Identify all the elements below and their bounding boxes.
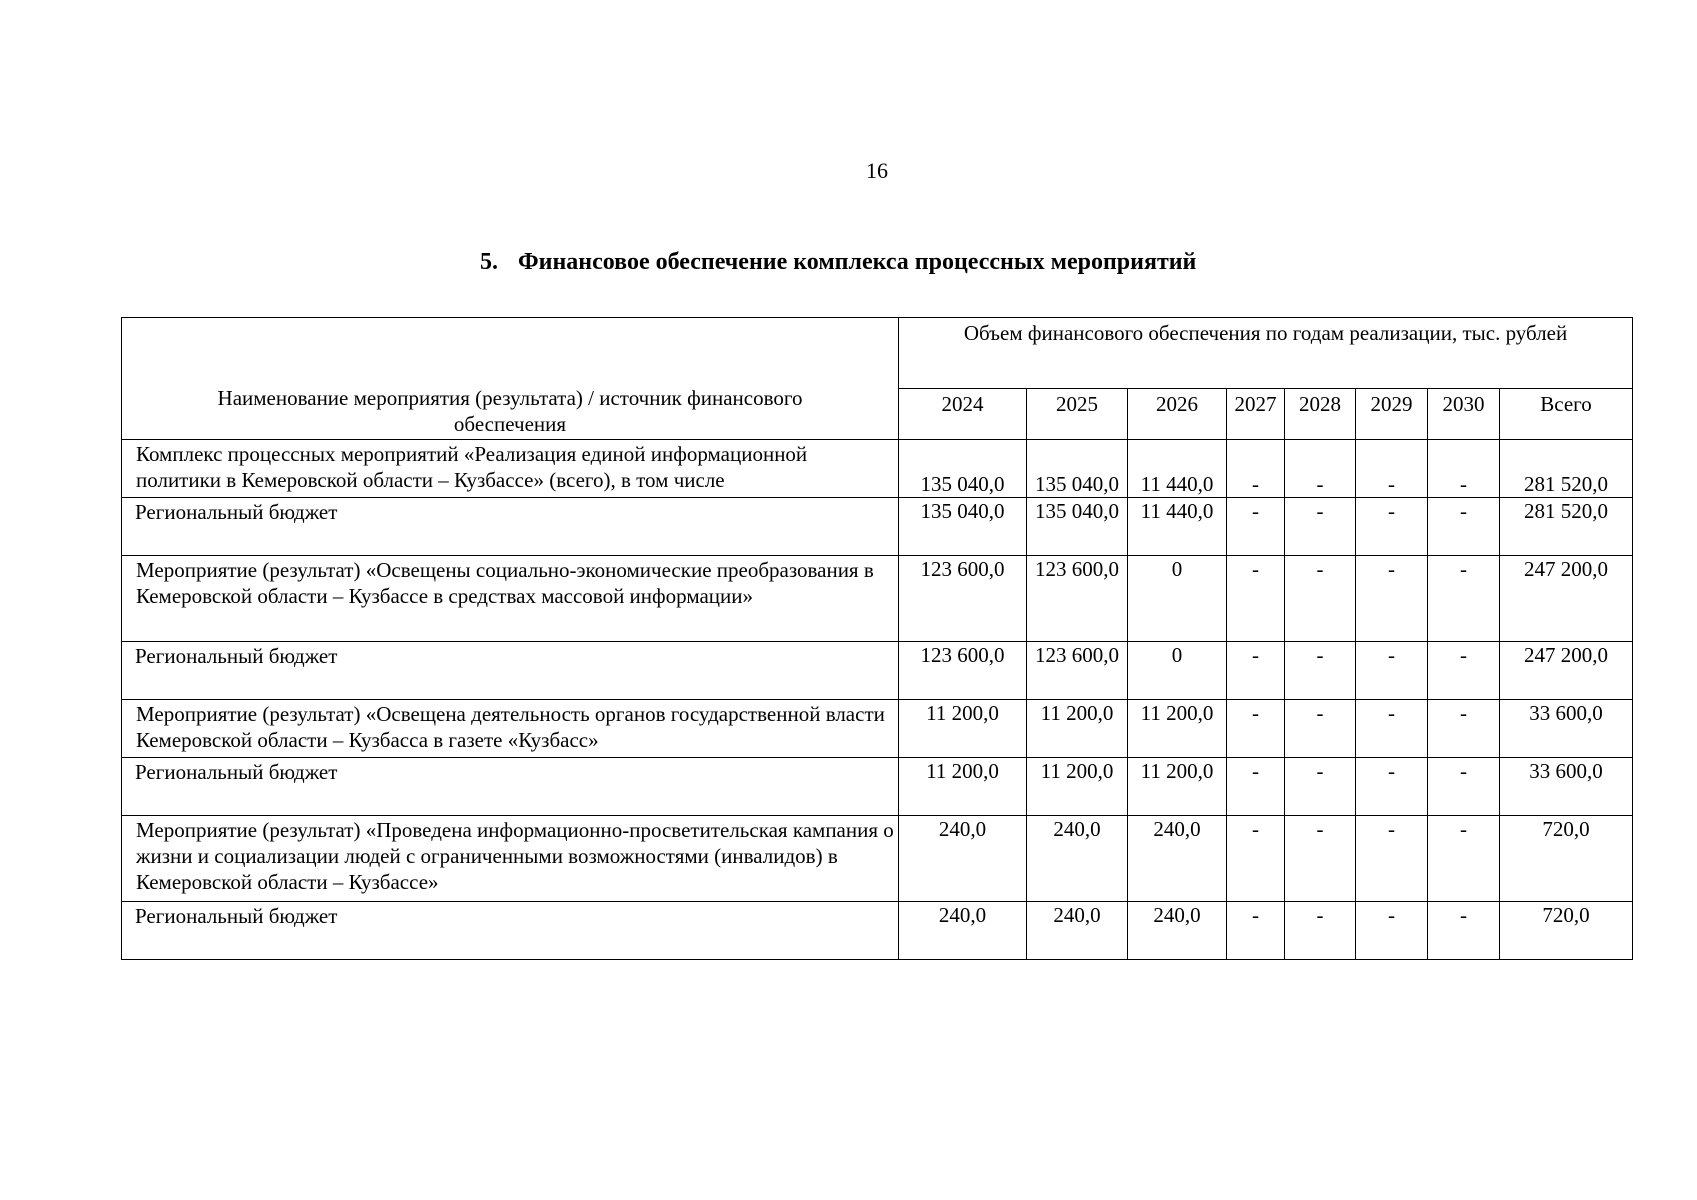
row-name: Региональный бюджет	[122, 758, 899, 816]
total-cell: 247 200,0	[1500, 556, 1633, 642]
value-cell: -	[1356, 498, 1428, 556]
year-header-2027: 2027	[1227, 389, 1285, 440]
value-cell: -	[1356, 440, 1428, 498]
total-cell: 33 600,0	[1500, 700, 1633, 758]
value-cell: -	[1428, 556, 1500, 642]
row-name: Региональный бюджет	[122, 498, 899, 556]
header-row-top	[122, 318, 1633, 389]
table-row	[122, 498, 1633, 556]
row-name: Региональный бюджет	[122, 902, 899, 960]
value-cell: 11 440,0	[1128, 498, 1227, 556]
section-title-text: Финансовое обеспечение комплекса процессных мероприятий	[518, 249, 1197, 275]
table-row	[122, 440, 1633, 498]
section-number: 5.	[480, 249, 498, 275]
value-cell: 135 040,0	[1027, 498, 1128, 556]
value-cell: 240,0	[899, 902, 1027, 960]
total-cell: 33 600,0	[1500, 758, 1633, 816]
row-name: Мероприятие (результат) «Освещена деятельность органов государственной власти Кемеровской области – Кузбасса в газете «Кузбасс»	[122, 700, 899, 758]
row-name: Комплекс процессных мероприятий «Реализация единой информационной политики в Кемеровской области – Кузбассе» (всего), в том числе	[122, 440, 899, 498]
value-cell: -	[1428, 498, 1500, 556]
value-cell: 123 600,0	[1027, 642, 1128, 700]
value-cell: -	[1428, 440, 1500, 498]
value-cell: -	[1285, 758, 1356, 816]
name-column-header: Наименование мероприятия (результата) / источник финансового обеспечения	[122, 318, 899, 440]
value-cell: 135 040,0	[1027, 440, 1128, 498]
table-row	[122, 642, 1633, 700]
value-cell: 135 040,0	[899, 498, 1027, 556]
value-cell: 11 200,0	[1027, 700, 1128, 758]
value-cell: 11 200,0	[1027, 758, 1128, 816]
value-cell: 135 040,0	[899, 440, 1027, 498]
value-cell: -	[1227, 700, 1285, 758]
value-cell: -	[1356, 642, 1428, 700]
table-row	[122, 758, 1633, 816]
financing-table	[121, 317, 1633, 960]
value-cell: -	[1285, 556, 1356, 642]
value-cell: -	[1428, 758, 1500, 816]
value-cell: 123 600,0	[899, 642, 1027, 700]
value-cell: -	[1227, 758, 1285, 816]
value-cell: 0	[1128, 556, 1227, 642]
value-cell: 240,0	[1027, 902, 1128, 960]
table-row	[122, 700, 1633, 758]
volume-header: Объем финансового обеспечения по годам реализации, тыс. рублей	[899, 318, 1633, 389]
value-cell: 123 600,0	[899, 556, 1027, 642]
value-cell: -	[1428, 816, 1500, 902]
value-cell: -	[1285, 498, 1356, 556]
total-cell: 247 200,0	[1500, 642, 1633, 700]
row-name: Мероприятие (результат) «Проведена информационно-просветительская кампания о жизни и социализации людей с ограниченными возможностями (инвалидов) в Кемеровской области – Кузбассе»	[122, 816, 899, 902]
value-cell: 11 200,0	[899, 700, 1027, 758]
value-cell: -	[1227, 642, 1285, 700]
year-header-2030: 2030	[1428, 389, 1500, 440]
value-cell: -	[1428, 642, 1500, 700]
value-cell: -	[1227, 440, 1285, 498]
value-cell: 240,0	[1027, 816, 1128, 902]
page-number: 16	[866, 158, 888, 183]
table-row	[122, 816, 1633, 902]
value-cell: -	[1428, 902, 1500, 960]
row-name: Мероприятие (результат) «Освещены социально-экономические преобразования в Кемеровской области – Кузбассе в средствах массовой информации»	[122, 556, 899, 642]
value-cell: -	[1227, 902, 1285, 960]
value-cell: 240,0	[899, 816, 1027, 902]
value-cell: 11 200,0	[899, 758, 1027, 816]
value-cell: 11 200,0	[1128, 758, 1227, 816]
year-header-2024: 2024	[899, 389, 1027, 440]
value-cell: -	[1428, 700, 1500, 758]
total-cell: 281 520,0	[1500, 440, 1633, 498]
value-cell: -	[1356, 902, 1428, 960]
value-cell: 0	[1128, 642, 1227, 700]
total-cell: 720,0	[1500, 816, 1633, 902]
value-cell: -	[1356, 758, 1428, 816]
value-cell: -	[1285, 816, 1356, 902]
value-cell: -	[1356, 700, 1428, 758]
value-cell: -	[1227, 498, 1285, 556]
year-header-2025: 2025	[1027, 389, 1128, 440]
value-cell: -	[1227, 816, 1285, 902]
value-cell: -	[1227, 556, 1285, 642]
value-cell: -	[1285, 700, 1356, 758]
table-row	[122, 902, 1633, 960]
value-cell: -	[1285, 440, 1356, 498]
value-cell: -	[1356, 816, 1428, 902]
value-cell: 11 200,0	[1128, 700, 1227, 758]
value-cell: -	[1285, 902, 1356, 960]
row-name: Региональный бюджет	[122, 642, 899, 700]
year-header-2029: 2029	[1356, 389, 1428, 440]
value-cell: -	[1285, 642, 1356, 700]
value-cell: -	[1356, 556, 1428, 642]
section-title	[480, 247, 1196, 277]
value-cell: 11 440,0	[1128, 440, 1227, 498]
total-cell: 281 520,0	[1500, 498, 1633, 556]
year-header-2028: 2028	[1285, 389, 1356, 440]
value-cell: 240,0	[1128, 902, 1227, 960]
total-cell: 720,0	[1500, 902, 1633, 960]
year-header-2026: 2026	[1128, 389, 1227, 440]
value-cell: 240,0	[1128, 816, 1227, 902]
total-header: Всего	[1500, 389, 1633, 440]
value-cell: 123 600,0	[1027, 556, 1128, 642]
table-row	[122, 556, 1633, 642]
